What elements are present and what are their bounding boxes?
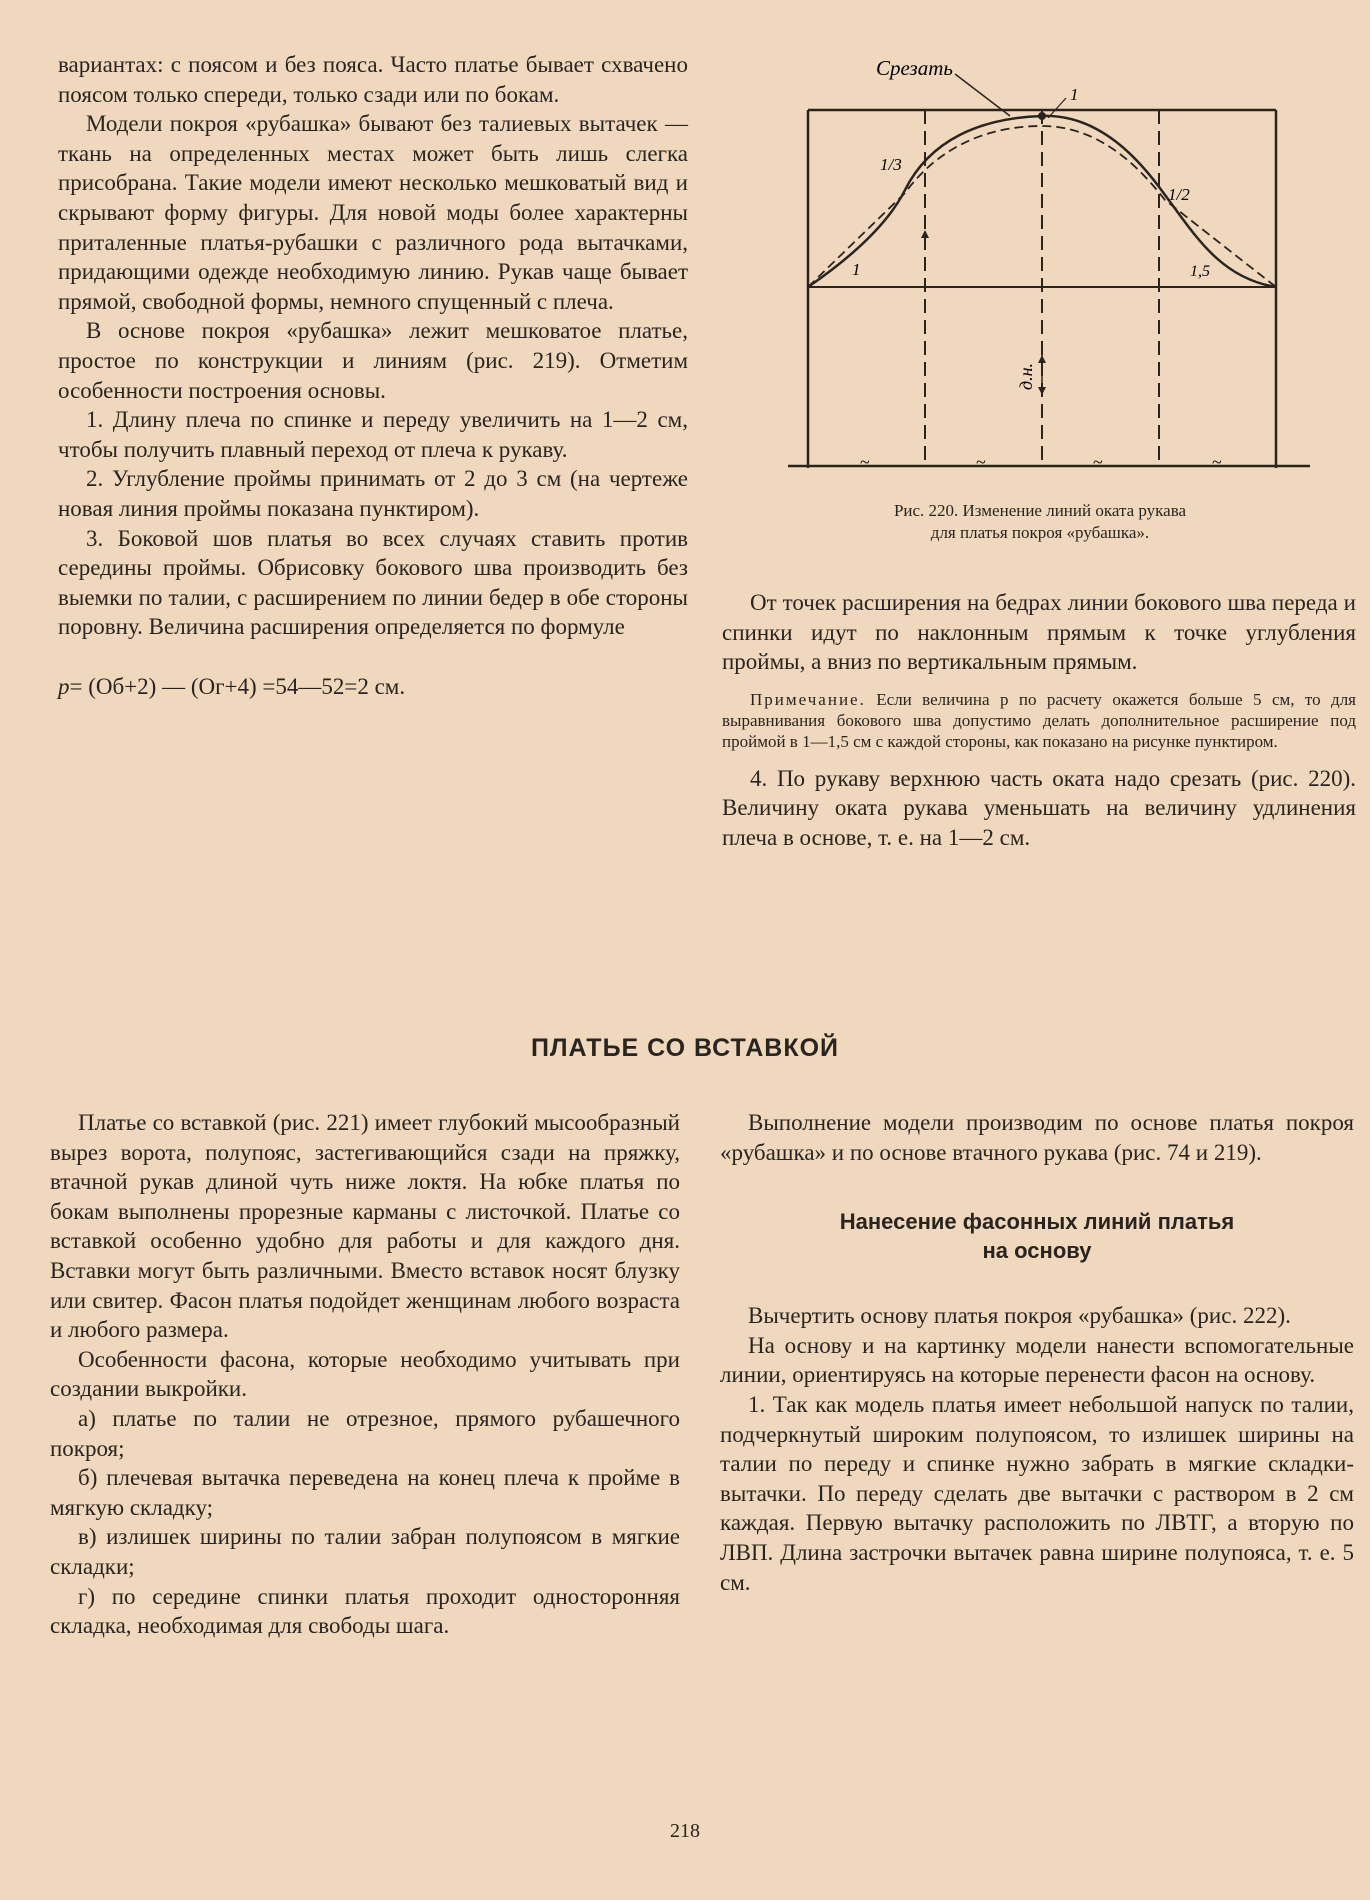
- list-item: а) платье по талии не отрезное, прямого рубашечного покроя;: [50, 1405, 680, 1461]
- paragraph: Вычертить основу платья покроя «рубашка» (рис. 222).: [748, 1303, 1291, 1329]
- paragraph: В основе покроя «рубашка» лежит мешковатое платье, простое по конструкции и линиям (рис. 219). Отметим особенности построения основы.: [58, 318, 688, 403]
- subheading-line: на основу: [982, 1238, 1092, 1264]
- list-item: в) излишек ширины по талии забран полупоясом в мягкие складки;: [50, 1524, 680, 1579]
- sleeve-cap-figure: [780, 50, 1320, 480]
- paragraph: Выполнение модели производим по основе платья покроя «рубашка» и по основе втачного рукава (рис. 74 и 219).: [720, 1110, 1354, 1165]
- figure-caption: [760, 500, 1320, 544]
- svg-text:~: ~: [976, 452, 986, 472]
- right-column-top: [722, 588, 1356, 853]
- note-text: Если величина р по расчету окажется больше 5 см, то для выравнивания бокового шва допустимо делать дополнительное расширение под проймой в 1—1,5 см с каждой стороны, как показано на рисунке пунктиром.: [722, 689, 1356, 751]
- formula: [58, 672, 688, 702]
- paragraph: От точек расширения на бедрах линии бокового шва переда и спинки идут по наклонным прямым к точке углубления проймы, а вниз по вертикальным прямым.: [722, 590, 1356, 675]
- svg-text:~: ~: [860, 452, 870, 472]
- paragraph: Особенности фасона, которые необходимо учитывать при создании выкройки.: [50, 1346, 680, 1402]
- paragraph: 3. Боковой шов платья во всех случаях ставить против середины проймы. Обрисовку бокового шва производить без выемки по талии, с расширением по линии бедер в обе стороны поровну. Величина расширения определяется по формуле: [58, 525, 688, 640]
- subheading-line: Нанесение фасонных линий платья: [839, 1209, 1235, 1235]
- formula-variable: p: [58, 673, 70, 699]
- section-title: ПЛАТЬЕ СО ВСТАВКОЙ: [530, 1034, 839, 1062]
- paragraph: 1. Так как модель платья имеет небольшой напуск по талии, подчеркнутый широким полупоясом, то излишек ширины на талии по переду и спинке нужно забрать в мягкие складки-вытачки. По переду сделать две вытачки с раствором в 2 см каждая. Первую вытачку расположить по ЛВТГ, а вторую по ЛВП. Длина застрочки вытачек равна ширине полупояса, т. е. 5 см.: [720, 1391, 1354, 1595]
- right-column-bottom: [720, 1108, 1354, 1597]
- caption-line: Рис. 220. Изменение линий оката рукава: [893, 501, 1187, 520]
- note-label: Примечание.: [750, 689, 866, 709]
- svg-text:~: ~: [1212, 452, 1222, 472]
- subheading: [720, 1207, 1354, 1265]
- label-1-5: 1,5: [1190, 263, 1210, 280]
- cut-label: Срезать: [876, 56, 953, 80]
- label-1-left: 1: [852, 260, 861, 279]
- paragraph: 4. По рукаву верхнюю часть оката надо срезать (рис. 220). Величину оката рукава уменьшать на величину удлинения плеча в основе, т. е. на 1—2 см.: [722, 765, 1356, 850]
- formula-expression: = (Об+2) — (Ог+4) =54—52=2 см.: [69, 673, 406, 699]
- svg-text:~: ~: [1093, 452, 1103, 472]
- list-item: г) по середине спинки платья проходит односторонняя складка, необходимая для свободы шага.: [50, 1583, 680, 1639]
- note: [722, 689, 1356, 752]
- left-column-bottom: [50, 1108, 680, 1641]
- left-column-top: [58, 50, 688, 701]
- label-1-top: 1: [1070, 85, 1079, 104]
- paragraph: Платье со вставкой (рис. 221) имеет глубокий мысообразный вырез ворота, полупояс, застегивающийся сзади на пряжку, втачной рукав длиной чуть ниже локтя. На юбке платья по бокам выполнены прорезные карманы с листочкой. Платье со вставкой особенно удобно для работы и для каждого дня. Вставки могут быть различными. Вместо вставок носят блузку или свитер. Фасон платья подойдет женщинам любого возраста и любого размера.: [50, 1110, 680, 1343]
- paragraph: Модели покроя «рубашка» бывают без талиевых вытачек — ткань на определенных местах может быть лишь слегка присобрана. Такие модели имеют несколько мешковатый вид и скрывают форму фигуры. Для новой моды более характерны приталенные платья-рубашки с различного рода вытачками, придающими одежде необходимую линию. Рукав чаще бывает прямой, свободной формы, немного спущенный с плеча.: [58, 111, 688, 314]
- page-number: 218: [670, 1820, 700, 1842]
- label-one-half: 1/2: [1168, 185, 1190, 204]
- paragraph: вариантах: с поясом и без пояса. Часто платье бывает схвачено поясом только спереди, только сзади или по бокам.: [58, 52, 688, 107]
- caption-line: для платья покроя «рубашка».: [930, 523, 1150, 542]
- label-dn: д.н.: [1016, 362, 1036, 390]
- label-one-third: 1/3: [880, 155, 902, 174]
- paragraph: На основу и на картинку модели нанести вспомогательные линии, ориентируясь на которые перенести фасон на основу.: [720, 1332, 1354, 1388]
- paragraph: 1. Длину плеча по спинке и переду увеличить на 1—2 см, чтобы получить плавный переход от плеча к рукаву.: [58, 407, 688, 462]
- paragraph: 2. Углубление проймы принимать от 2 до 3 см (на чертеже новая линия проймы показана пунктиром).: [58, 466, 688, 521]
- list-item: б) плечевая вытачка переведена на конец плеча к пройме в мягкую складку;: [50, 1465, 680, 1520]
